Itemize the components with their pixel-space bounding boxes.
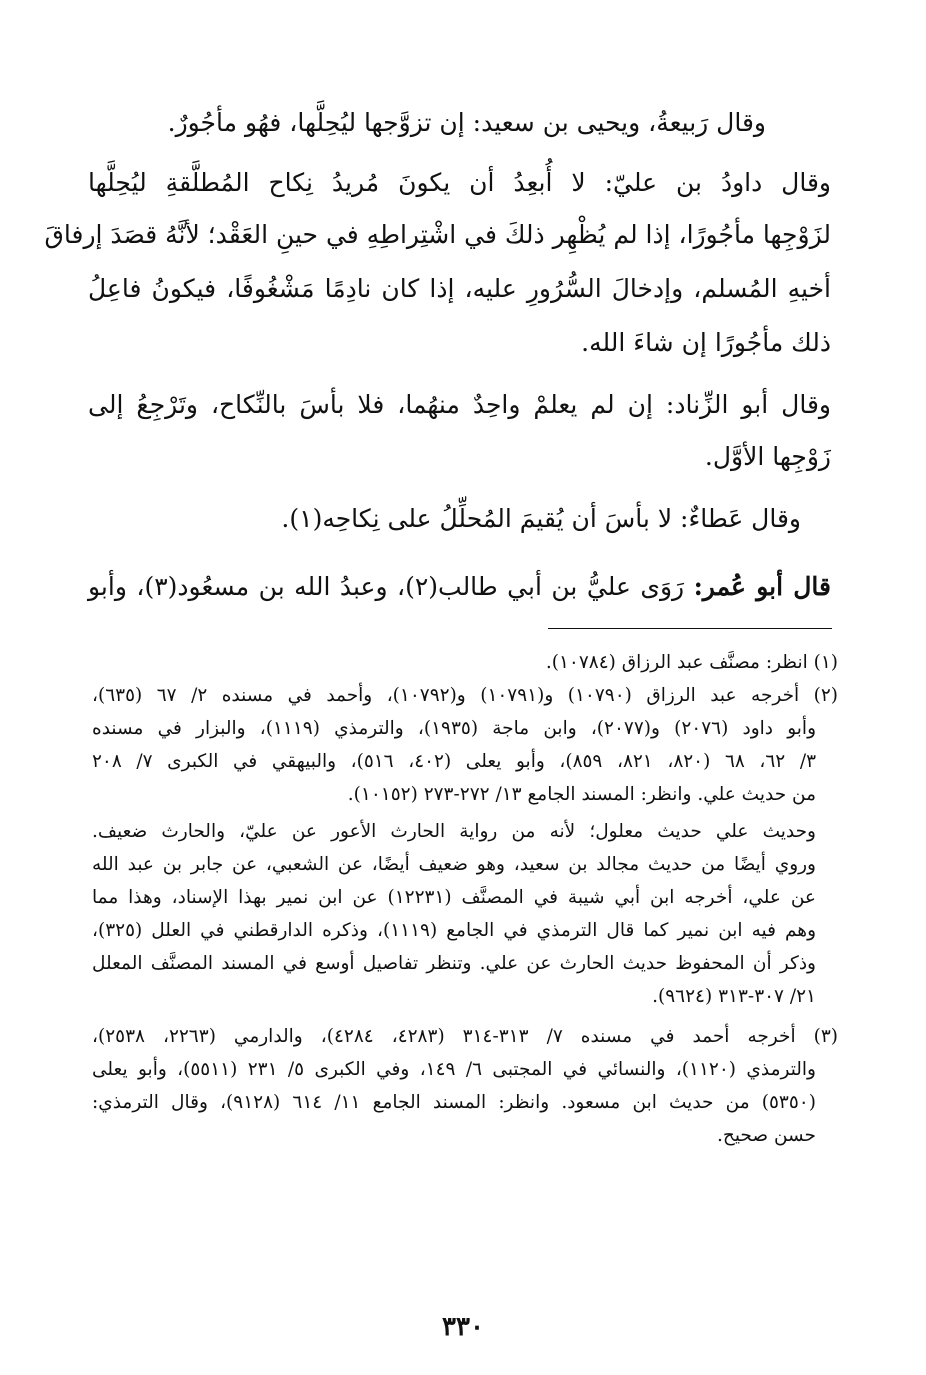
- text-line: ذلك مأجُورًا إن شاءَ الله.: [581, 328, 831, 357]
- footnote-line: حسن صحيح.: [717, 1125, 816, 1146]
- text-line: أخيهِ المُسلم، وإدخالَ السُّرُورِ عليه، إذا كان نادِمًا مَشْغُوفًا، فيكونُ فاعِلُ: [88, 274, 831, 303]
- footnote-divider: [548, 628, 832, 629]
- footnote-line: من حديث علي. وانظر: المسند الجامع ١٣/ ٢٧٢-٢٧٣ (١٠١٥٢).: [347, 784, 816, 805]
- text-line: وقال داودُ بن عليّ: لا أُبعِدُ أن يكونَ مُريدُ نِكاح المُطلَّقةِ ليُحِلَّها: [88, 168, 831, 197]
- footnote-line: ٢١/ ٣٠٧-٣١٣ (٩٦٢٤).: [652, 986, 816, 1007]
- footnote-line: والترمذي (١١٢٠)، والنسائي في المجتبى ٦/ ١٤٩، وفي الكبرى ٥/ ٢٣١ (٥٥١١)، وأبو يعلى: [92, 1059, 816, 1080]
- text-line: زَوْجِها الأوَّل.: [704, 442, 831, 471]
- footnote-3: (٣) أخرجه أحمد في مسنده ٧/ ٣١٣-٣١٤ (٤٢٨٣، ٤٢٨٤)، والدارمي (٢٢٦٣، ٢٥٣٨)،: [92, 1026, 838, 1047]
- text-span: رَوَى عليُّ بن أبي طالب(٢)، وعبدُ الله بن مسعُود(٣)، وأبو: [88, 572, 685, 601]
- footnote-line: (٥٣٥٠) من حديث ابن مسعود. وانظر: المسند الجامع ١١/ ٦١٤ (٩١٢٨)، وقال الترمذي:: [92, 1092, 816, 1113]
- text-line: وقال عَطاءٌ: لا بأسَ أن يُقيمَ المُحلِّلُ على نِكاحِه(١).: [281, 504, 801, 533]
- text-line: وقال رَبيعةُ، ويحيى بن سعيد: إن تزوَّجها ليُحِلَّها، فهُو مأجُورٌ.: [167, 108, 766, 137]
- footnote-1: (١) انظر: مصنَّف عبد الرزاق (١٠٧٨٤).: [545, 652, 838, 673]
- footnote-line: وروي أيضًا من حديث مجالد بن سعيد، وهو ضعيف أيضًا، عن الشعبي، عن جابر بن عبد الله: [92, 854, 816, 875]
- text-line: وقال أبو الزِّناد: إن لم يعلمْ واحِدٌ منهُما، فلا بأسَ بالنِّكاح، وتَرْجِعُ إلى: [88, 390, 831, 419]
- author-label: قال أبو عُمر:: [693, 572, 831, 601]
- page-number: ٣٣٠: [442, 1312, 484, 1342]
- footnote-line: عن علي، أخرجه ابن أبي شيبة في المصنَّف (١٢٢٣١) عن ابن نمير بهذا الإسناد، وهذا مما: [92, 887, 816, 908]
- footnote-line: وذكر أن المحفوظ حديث الحارث عن علي. وتنظر تفاصيل أوسع في المسند المصنَّف المعلل: [92, 953, 816, 974]
- text-line: [88, 572, 831, 601]
- footnote-2: (٢) أخرجه عبد الرزاق (١٠٧٩٠) و(١٠٧٩١) و(١٠٧٩٢)، وأحمد في مسنده ٢/ ٦٧ (٦٣٥)،: [92, 685, 839, 706]
- footnote-line: ٣/ ٦٢، ٦٨ (٨٢٠، ٨٢١، ٨٥٩)، وأبو يعلى (٤٠٢، ٥١٦)، والبيهقي في الكبرى ٧/ ٢٠٨: [92, 751, 817, 772]
- text-line: لزَوْجِها مأجُورًا، إذا لم يُظْهِر ذلكَ في اشْتِراطِهِ في حينِ العَقْد؛ لأنَّهُ قصَدَ إرفاقَ: [44, 220, 831, 249]
- footnote-line: وأبو داود (٢٠٧٦) و(٢٠٧٧)، وابن ماجة (١٩٣٥)، والترمذي (١١١٩)، والبزار في مسنده: [92, 718, 817, 739]
- footnote-line: وحديث علي حديث معلول؛ لأنه من رواية الحارث الأعور عن عليّ، والحارث ضعيف.: [92, 821, 816, 842]
- footnote-line: وهم فيه ابن نمير كما قال الترمذي في الجامع (١١١٩)، وذكره الدارقطني في العلل (٣٢٥)،: [92, 920, 816, 941]
